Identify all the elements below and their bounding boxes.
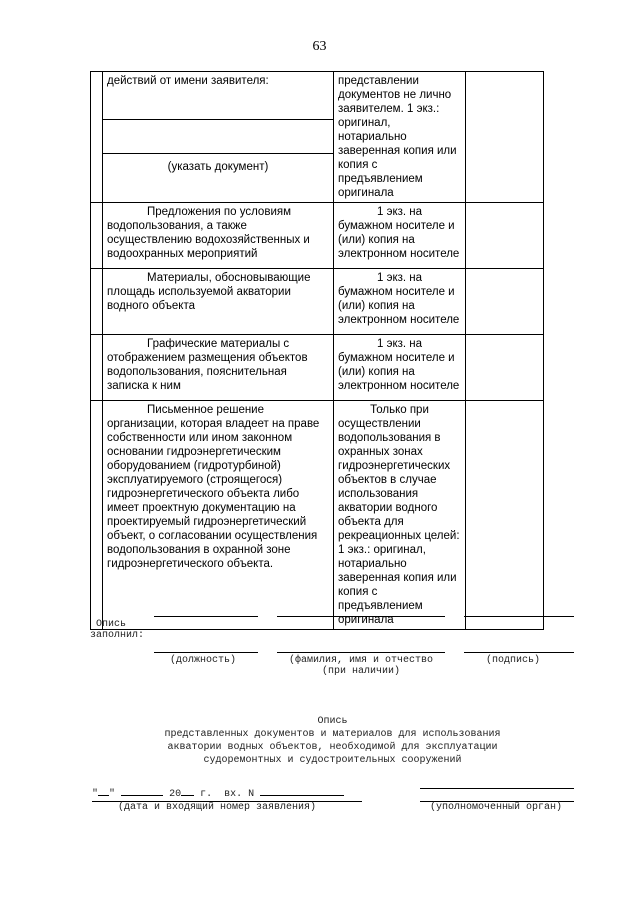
table-cell-note [466, 401, 544, 630]
form-lead: 1 экз. на [376, 206, 423, 218]
position-line [154, 652, 258, 653]
table-cell-form [334, 401, 466, 630]
table-cell-index [91, 72, 103, 203]
caption-name-line: (фамилия, имя и отчество [288, 655, 434, 666]
form-lead: 1 экз. на [376, 338, 423, 350]
form-rest: бумажном носителе и (или) копия на электронном носителе [338, 220, 460, 260]
table-cell-doc: Материалы, обосновывающие площадь используемой акватории водного объекта [103, 269, 334, 335]
inventory-line: судоремонтных и судостроительных сооружений [203, 755, 462, 766]
table-row [91, 269, 544, 335]
caption-authority: (уполномоченный орган) [430, 802, 563, 813]
caption-position: (должность) [170, 655, 237, 666]
table-cell-note [466, 335, 544, 401]
year-prefix: 20 [169, 789, 182, 800]
table-row [91, 72, 544, 120]
quote-close: " [109, 789, 116, 800]
year-blank [181, 795, 194, 796]
documents-table [90, 71, 544, 630]
month-blank [121, 795, 163, 796]
signature-label [90, 619, 145, 641]
table-cell-index [91, 401, 103, 630]
inventory-line: акватории водных объектов, необходимой для эксплуатации [167, 742, 498, 753]
table-cell-form [334, 335, 466, 401]
table-row [91, 335, 544, 401]
signature-label-line: заполнил: [90, 630, 145, 641]
form-rest: бумажном носителе и (или) копия на электронном носителе [338, 286, 460, 326]
signature-line-top [277, 616, 445, 617]
table-cell-form [334, 203, 466, 269]
name-line [277, 652, 445, 653]
table-cell-doc: Предложения по условиям водопользования, а также осуществлению водохозяйственных и водоохранных мероприятий [103, 203, 334, 269]
caption-signature: (подпись) [486, 655, 541, 666]
table-cell-note [466, 269, 544, 335]
table-cell-hint [103, 153, 334, 202]
table-cell-form: представлении документов не лично заявителем. 1 экз.: оригинал, нотариально заверенная копия или копия с предъявлением оригинала [334, 72, 466, 203]
signature-label-line: Опись [96, 619, 127, 630]
table-cell-index [91, 203, 103, 269]
quote-open: " [92, 789, 99, 800]
caption-name-line: (при наличии) [321, 666, 400, 677]
form-rest: бумажном носителе и (или) копия на электронном носителе [338, 352, 460, 392]
table-cell-doc: Письменное решение организации, которая владеет на праве собственности или ином законном основании гидроэнергетическим оборудованием (гидротурбиной) эксплуатируемого (строящегося) гидроэнергетического объекта либо имеет проектную документацию на проектируемый гидроэнергетический объект, о согласовании осуществления водопользования в охранной зоне гидроэнергетического объекта. [103, 401, 334, 630]
table-cell-index [91, 269, 103, 335]
incoming-label: вх. N [224, 789, 255, 800]
table-cell-blank [103, 119, 334, 153]
signature-line-top [464, 616, 574, 617]
table-cell-form [334, 269, 466, 335]
caption-name [277, 655, 445, 677]
form-lead: 1 экз. на [376, 272, 423, 284]
day-blank [98, 795, 109, 796]
year-suffix: г. [200, 789, 213, 800]
inventory-title: Опись [317, 716, 348, 727]
page-number: 63 [312, 39, 327, 54]
inventory-heading [0, 715, 639, 767]
caption-date: (дата и входящий номер заявления) [118, 802, 317, 813]
table-row [91, 203, 544, 269]
table-row [91, 401, 544, 630]
date-field [92, 789, 344, 800]
signature-line [464, 652, 574, 653]
table-cell-doc: Графические материалы с отображением размещения объектов водопользования, пояснительная записка к ним [103, 335, 334, 401]
signature-line-top [154, 616, 258, 617]
authority-line [420, 788, 574, 789]
table-cell-note [466, 203, 544, 269]
inventory-line: представленных документов и материалов для использования [164, 729, 501, 740]
table-cell-index [91, 335, 103, 401]
table-cell-doc: действий от имени заявителя: [103, 72, 334, 120]
form-rest: осуществлении водопользования в охранных зонах гидроэнергетических объектов в случае использования акватории водного объекта для рекреационных целей: 1 экз.: оригинал, нотариально заверенная копия или копия с предъявлением оригинала [338, 418, 460, 626]
form-lead: Только при [370, 404, 429, 416]
table-cell-note [466, 72, 544, 203]
hint-text: (указать документ) [167, 160, 269, 173]
incoming-blank [260, 795, 344, 796]
